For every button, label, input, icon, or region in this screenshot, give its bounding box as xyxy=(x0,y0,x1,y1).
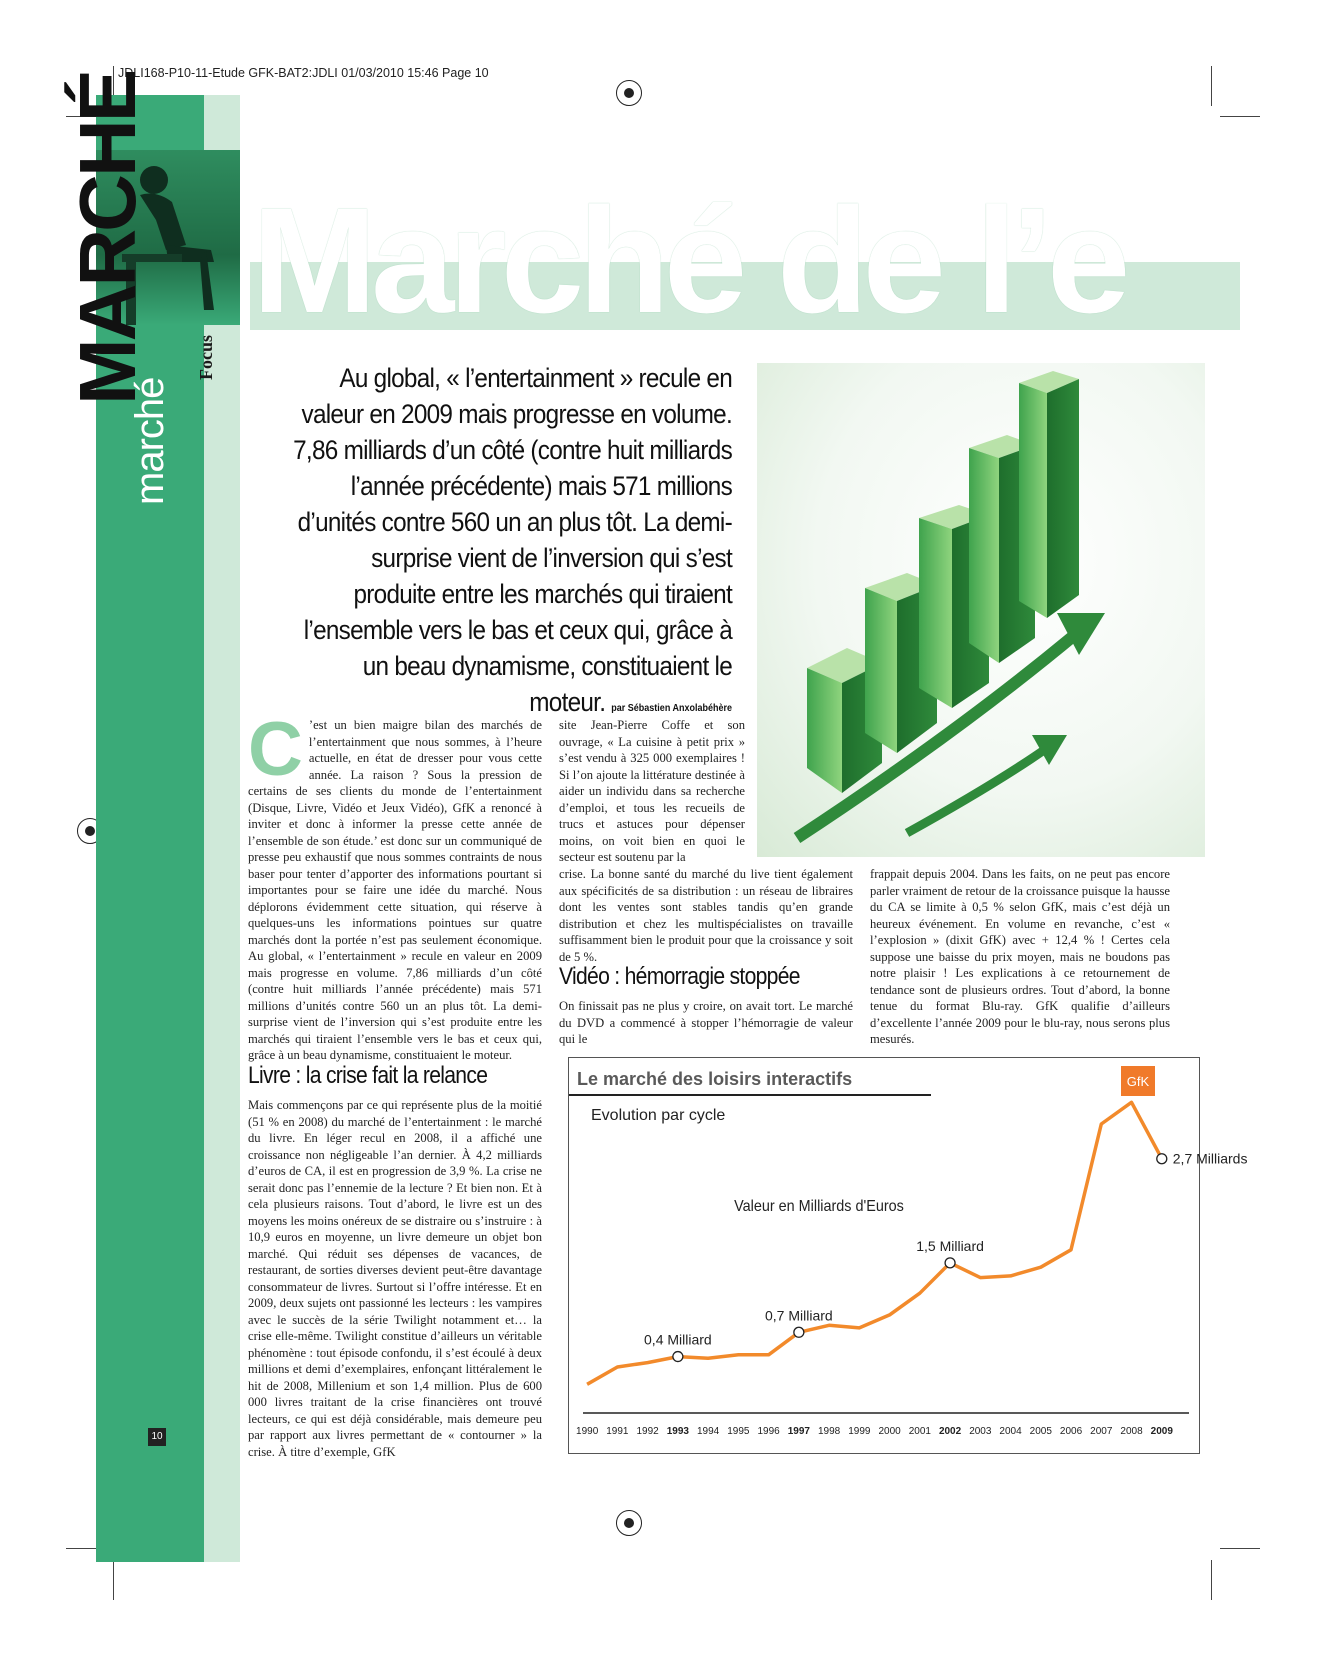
crop-mark xyxy=(1211,66,1212,106)
column-2-body xyxy=(559,998,853,1048)
x-tick-label: 2006 xyxy=(1059,1426,1083,1437)
column-2 xyxy=(559,866,853,965)
x-tick-label: 1999 xyxy=(848,1426,871,1437)
data-label: 0,4 Milliard xyxy=(644,1331,712,1348)
print-slug: JDLI168-P10-11-Etude GFK-BAT2:JDLI 01/03/2010 15:46 Page 10 xyxy=(118,66,489,80)
x-tick-label: 1997 xyxy=(787,1426,810,1437)
x-tick-label: 2008 xyxy=(1120,1426,1143,1437)
data-label: 0,7 Milliard xyxy=(765,1307,833,1324)
data-point xyxy=(945,1258,955,1268)
col3-text: frappait depuis 2004. Dans les faits, on ne peut pas encore parler vraiment de retour de la croissance puisque la hausse du CA se limite à 0,5 % selon GfK, mais c’est déjà un heureux événement. En volume en revanche, c’est « l’explosion » (dixit GfK) avec + 12,4 % ! Certes cela suppose une baisse du prix moyen, mais ne boudons pas notre plaisir ! Les explications à ce retournement de tendance sont de plusieurs ordres. Tout d’abord, la bonne tenue du format Blu-ray. GfK qualifie d’ailleurs d’excellente l’année 2009 pour le blu-ray, nous serons plus mesurés. xyxy=(870,867,1170,1046)
column-1-body xyxy=(248,1097,542,1460)
heading-video: Vidéo : hémorragie stoppée xyxy=(559,963,800,990)
registration-mark-icon xyxy=(616,1510,642,1536)
rubrique-big: MARCHÉ xyxy=(63,71,152,405)
column-1 xyxy=(248,707,542,1064)
x-tick-label: 1994 xyxy=(696,1426,720,1437)
x-tick-label: 2000 xyxy=(878,1426,901,1437)
byline: par Sébastien Anxolabéhère xyxy=(611,703,732,714)
gfk-logo-text: GfK xyxy=(1126,1074,1150,1089)
rubrique-small: marché xyxy=(128,377,172,505)
crop-mark xyxy=(1220,1548,1260,1549)
dropcap: C xyxy=(248,707,303,792)
lead-text: Au global, « l’entertainment » recule en valeur en 2009 mais progresse en volume. 7,86 milliards d’un côté (contre huit milliards l’année précédente) mais 571 millions d’unités contre 560 un an plus tôt. La demi-surprise vient de l’inversion qui s’est produite entre les marchés qui tiraient l’ensemble vers le bas et ceux qui, grâce à un beau dynamisme, constituaient le moteur. xyxy=(293,363,732,717)
rubrique-label xyxy=(62,72,154,405)
x-tick-label: 1996 xyxy=(757,1426,780,1437)
x-tick-label: 2001 xyxy=(908,1426,931,1437)
data-point xyxy=(794,1327,804,1337)
x-tick-label: 2004 xyxy=(999,1426,1022,1437)
chart-title: Le marché des loisirs interactifs xyxy=(577,1069,853,1089)
y-axis-label: Valeur en Milliards d'Euros xyxy=(734,1197,904,1216)
x-tick-label: 1995 xyxy=(727,1426,750,1437)
data-point xyxy=(673,1352,683,1362)
column-2-top xyxy=(559,717,745,866)
heading-livre: Livre : la crise fait la relance xyxy=(248,1062,488,1089)
col2-full-text: crise. La bonne santé du marché du live tient également aux spécificités de sa distribution : un réseau de libraires dont les ventes sont stables tandis qu’en grande distribution et chez les multispécialistes on travaille suffisamment bien le produit pour que la croissance y soit de 5 %. xyxy=(559,867,853,964)
registration-mark-icon xyxy=(616,80,642,106)
x-tick-label: 1993 xyxy=(666,1426,690,1437)
x-tick-label: 1992 xyxy=(636,1426,659,1437)
x-tick-label: 2007 xyxy=(1090,1426,1113,1437)
x-tick-label: 1991 xyxy=(606,1426,629,1437)
chart-subtitle: Evolution par cycle xyxy=(591,1107,726,1124)
x-tick-label: 2003 xyxy=(969,1426,992,1437)
page-title: Marché de l’e xyxy=(252,176,1125,344)
data-label: 1,5 Milliard xyxy=(916,1237,984,1254)
lead-paragraph xyxy=(289,360,732,727)
line-chart xyxy=(568,1057,1248,1454)
focus-label: Focus xyxy=(196,335,216,380)
chart-canvas xyxy=(569,1058,1248,1453)
video-text: On finissait pas ne plus y croire, on avait tort. Le marché du DVD a commencé à stopper l’hémorragie de valeur qui le xyxy=(559,999,853,1046)
livre-text: Mais commençons par ce qui représente plus de la moitié (51 % en 2008) du marché de l’entertainment : le marché du livre. En léger recul en 2008, il a affiché une croissance non négligeable l’an dernier. À 4,2 milliards d’euros de CA, il est en progression de 3,9 %. La crise ne serait donc pas l’ennemie de la lecture ? Et bien non. Et à cela plusieurs raisons. Tout d’abord, le livre est un des moyens les moins onéreux de se distraire ou s’instruire : à 10,9 euros en moyenne, un livre demeure un objet bon marché. Qui réduit ses dépenses de vacances, de restaurant, de sorties diverses devient peut-être davantage consommateur de livres. Surtout si l’offre intéresse. Et en 2009, deux sujets ont passionné les lecteurs : les vampires avec le succès de la série Twilight notamment et… la crise elle-même. Twilight constitue d’ailleurs un véritable phénomène : tout épisode confondu, il s’est écoulé à deux millions et demi d’exemplaires, enfonçant littéralement le hit de 2008, Millenium et son 1,4 million. Plus de 600 000 livres traitant de la crise financières ont trouvé lecteurs, ce qui est déjà considérable, mais demeure peu par rapport aux livres permettant de « contourner » la crise. À titre d’exemple, GfK xyxy=(248,1098,542,1459)
rubrique-small-wrap xyxy=(128,378,173,505)
crop-mark xyxy=(1211,1560,1212,1600)
x-tick-label: 1998 xyxy=(817,1426,841,1437)
crop-mark xyxy=(113,1560,114,1600)
x-tick-label: 2009 xyxy=(1150,1426,1173,1437)
data-point xyxy=(1157,1154,1167,1164)
column-3 xyxy=(870,866,1170,1048)
page-number: 10 xyxy=(148,1428,166,1446)
growth-bars-illustration xyxy=(757,363,1205,857)
col2-top-text: site Jean-Pierre Coffe et son ouvrage, « La cuisine à petit prix » s’est vendu à 325 000 exemplaires ! Si l’on ajoute la littérature destinée à aider un individu dans sa recherche d’emploi, et tous les recueils de trucs et astuces pour dépenser moins, on voit bien en quoi le secteur est soutenu par la xyxy=(559,718,745,864)
intro-text: ’est un bien maigre bilan des marchés de l’entertainment que nous sommes, à l’heure actuelle, en état de dresser pour vous cette année. La raison ? Sous la pression de certains de ses clients du monde de l’entertainment (Disque, Livre, Vidéo et Jeux Vidéo), GfK a renoncé à inviter et donc à informer la presse cette année de l’ensemble de son étude.’ est donc sur un communiqué de presse peu exhaustif que nous sommes contraints de nous baser pour tenter d’apporter des informations pourtant si importantes pour se faire une idée du marché. Nous déplorons évidemment cette situation, qui réserve à quelques-uns les informations pointues sur quatre marchés dont la portée n’est pas seulement économique. Au global, « l’entertainment » recule en valeur en 2009 mais progresse en volume. 7,86 milliards d’un côté (contre huit milliards l’année précédente) mais 571 millions d’unités contre 560 un an plus tôt. La demi-surprise vient de l’inversion qui s’est produite entre les marchés qui tiraient l’ensemble vers le bas et ceux qui, grâce à un beau dynamisme, constituaient le moteur. xyxy=(248,718,542,1062)
x-tick-label: 1990 xyxy=(576,1426,599,1437)
crop-mark xyxy=(1220,116,1260,117)
data-label: 2,7 Milliards xyxy=(1172,1150,1248,1167)
x-tick-label: 2005 xyxy=(1029,1426,1052,1437)
x-tick-label: 2002 xyxy=(938,1426,962,1437)
